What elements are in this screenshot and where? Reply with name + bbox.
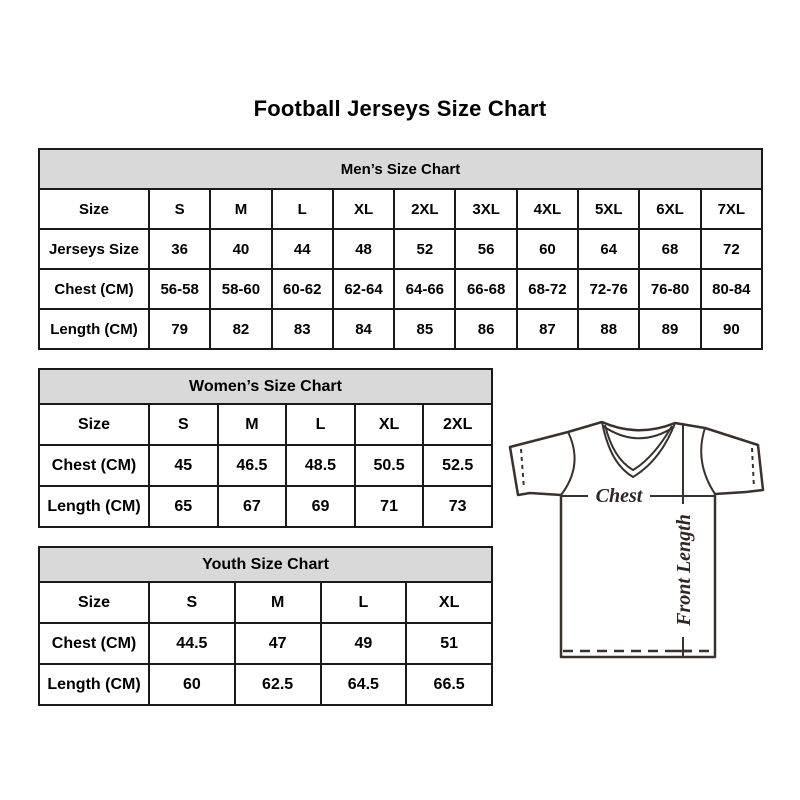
size-cell: 62-64 bbox=[333, 269, 394, 309]
size-cell: 72 bbox=[701, 229, 762, 269]
size-cell: 62.5 bbox=[235, 664, 321, 705]
size-cell: 64.5 bbox=[321, 664, 407, 705]
column-header: L bbox=[272, 189, 333, 229]
left-armhole-seam bbox=[561, 432, 575, 495]
header-row bbox=[39, 404, 492, 445]
womens-size-table bbox=[38, 368, 493, 528]
table-title: Men’s Size Chart bbox=[39, 149, 762, 189]
size-cell: 90 bbox=[701, 309, 762, 349]
size-cell: 60 bbox=[149, 664, 235, 705]
size-cell: 36 bbox=[149, 229, 210, 269]
size-cell: 85 bbox=[394, 309, 455, 349]
column-header: 4XL bbox=[517, 189, 578, 229]
size-cell: 88 bbox=[578, 309, 639, 349]
size-cell: 89 bbox=[639, 309, 700, 349]
chest-label: Chest bbox=[595, 485, 643, 507]
table-row bbox=[39, 229, 762, 269]
size-cell: 87 bbox=[517, 309, 578, 349]
size-cell: 67 bbox=[218, 486, 287, 527]
column-header: M bbox=[235, 582, 321, 623]
size-cell: 69 bbox=[286, 486, 355, 527]
row-label: Chest (CM) bbox=[39, 269, 149, 309]
size-cell: 72-76 bbox=[578, 269, 639, 309]
column-header: XL bbox=[355, 404, 424, 445]
row-label: Chest (CM) bbox=[39, 623, 149, 664]
size-cell: 65 bbox=[149, 486, 218, 527]
column-header: S bbox=[149, 582, 235, 623]
size-cell: 40 bbox=[210, 229, 271, 269]
column-header: 6XL bbox=[639, 189, 700, 229]
size-cell: 56-58 bbox=[149, 269, 210, 309]
size-cell: 82 bbox=[210, 309, 271, 349]
column-header: 2XL bbox=[423, 404, 492, 445]
row-label: Length (CM) bbox=[39, 664, 149, 705]
size-cell: 56 bbox=[455, 229, 516, 269]
size-cell: 84 bbox=[333, 309, 394, 349]
size-cell: 86 bbox=[455, 309, 516, 349]
size-cell: 73 bbox=[423, 486, 492, 527]
jersey-measurement-diagram bbox=[506, 400, 768, 680]
row-label: Chest (CM) bbox=[39, 445, 149, 486]
column-header: XL bbox=[406, 582, 492, 623]
column-header: 2XL bbox=[394, 189, 455, 229]
size-cell: 50.5 bbox=[355, 445, 424, 486]
column-header: L bbox=[321, 582, 407, 623]
column-header: M bbox=[218, 404, 287, 445]
size-cell: 60 bbox=[517, 229, 578, 269]
size-cell: 71 bbox=[355, 486, 424, 527]
header-row bbox=[39, 189, 762, 229]
column-header: L bbox=[286, 404, 355, 445]
right-armhole-seam bbox=[701, 428, 715, 494]
right-cuff-dashed-line bbox=[752, 448, 754, 488]
table-row bbox=[39, 309, 762, 349]
size-cell: 68-72 bbox=[517, 269, 578, 309]
size-cell: 83 bbox=[272, 309, 333, 349]
size-cell: 49 bbox=[321, 623, 407, 664]
size-cell: 66-68 bbox=[455, 269, 516, 309]
size-cell: 51 bbox=[406, 623, 492, 664]
column-header: 3XL bbox=[455, 189, 516, 229]
size-cell: 80-84 bbox=[701, 269, 762, 309]
size-cell: 60-62 bbox=[272, 269, 333, 309]
row-label: Size bbox=[39, 189, 149, 229]
jersey-outline bbox=[510, 422, 763, 657]
size-cell: 58-60 bbox=[210, 269, 271, 309]
size-cell: 45 bbox=[149, 445, 218, 486]
size-cell: 44 bbox=[272, 229, 333, 269]
column-header: S bbox=[149, 404, 218, 445]
column-header: 5XL bbox=[578, 189, 639, 229]
column-header: M bbox=[210, 189, 271, 229]
row-label: Length (CM) bbox=[39, 309, 149, 349]
column-header: XL bbox=[333, 189, 394, 229]
size-cell: 47 bbox=[235, 623, 321, 664]
column-header: 7XL bbox=[701, 189, 762, 229]
column-header: S bbox=[149, 189, 210, 229]
table-row bbox=[39, 664, 492, 705]
size-cell: 66.5 bbox=[406, 664, 492, 705]
header-row bbox=[39, 582, 492, 623]
size-cell: 64-66 bbox=[394, 269, 455, 309]
table-row bbox=[39, 623, 492, 664]
size-cell: 48.5 bbox=[286, 445, 355, 486]
mens-size-table bbox=[38, 148, 763, 350]
left-cuff-dashed-line bbox=[521, 449, 524, 489]
table-row bbox=[39, 269, 762, 309]
size-cell: 79 bbox=[149, 309, 210, 349]
size-cell: 52.5 bbox=[423, 445, 492, 486]
table-row bbox=[39, 445, 492, 486]
table-title: Women’s Size Chart bbox=[39, 369, 492, 404]
youth-size-table bbox=[38, 546, 493, 706]
page-title: Football Jerseys Size Chart bbox=[253, 96, 547, 121]
row-label: Size bbox=[39, 404, 149, 445]
size-cell: 52 bbox=[394, 229, 455, 269]
front-length-label: Front Length bbox=[673, 514, 695, 626]
table-title: Youth Size Chart bbox=[39, 547, 492, 582]
size-cell: 68 bbox=[639, 229, 700, 269]
size-cell: 44.5 bbox=[149, 623, 235, 664]
size-cell: 64 bbox=[578, 229, 639, 269]
row-label: Size bbox=[39, 582, 149, 623]
size-cell: 48 bbox=[333, 229, 394, 269]
size-cell: 46.5 bbox=[218, 445, 287, 486]
row-label: Length (CM) bbox=[39, 486, 149, 527]
row-label: Jerseys Size bbox=[39, 229, 149, 269]
size-cell: 76-80 bbox=[639, 269, 700, 309]
table-row bbox=[39, 486, 492, 527]
